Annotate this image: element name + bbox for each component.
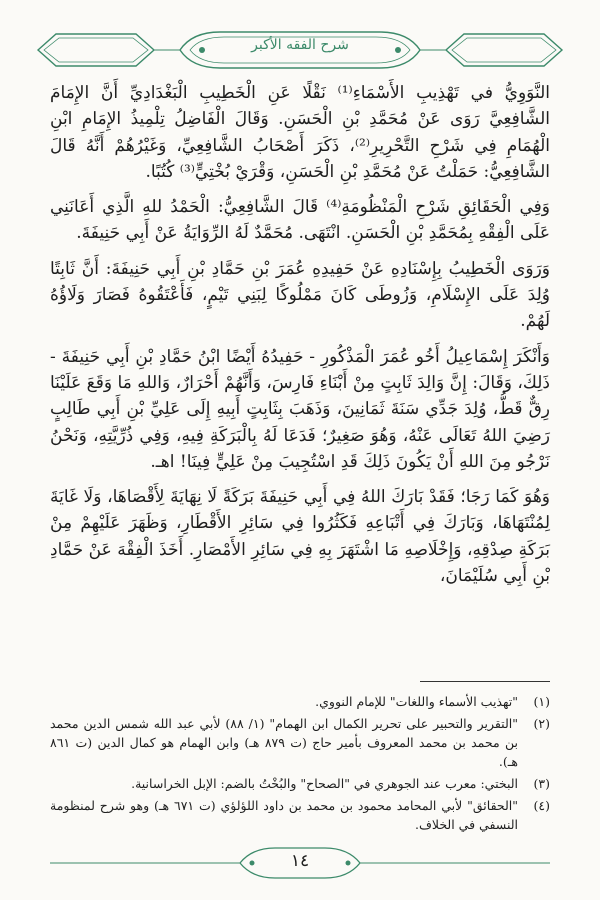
paragraph-1: النَّوَوِيُّ في تَهْذِيبِ الأَسْمَاءِ⁽¹⁾ نَقْلًا عَنِ الْخَطِيبِ الْبَغْدَادِيِّ أَنَّ الإِمَامَ الشَّافِعِيَّ رَوَى عَنْ مُحَمَّدِ بْنِ الْحَسَنِ. وَقَالَ الْفَاضِلُ تِلْمِيذُ الإِمَامِ ابْنِ الْهُمَامِ فِي شَرْحِ التَّحْرِيرِ⁽²⁾، ذَكَرَ أَصْحَابُ الشَّافِعِيِّ، وَغَيْرُهُمْ أَنَّهُ قَالَ الشَّافِعِيُّ: حَمَلْتُ عَنْ مُحَمَّدِ بْنِ الْحَسَنِ، وَقْرَيْ بُخْتِيٍّ⁽³⁾ كُتُبًا. [50, 83, 550, 182]
paragraph-5: وَهُوَ كَمَا رَجَا؛ فَقَدْ بَارَكَ اللهُ فِي أَبِي حَنِيفَةَ بَرَكَةً لَا نِهَايَةَ لِأَقْصَاهَا، وَلَا غَايَةَ لِمُنْتَهَاهَا، وَبَارَكَ فِي أَتْبَاعِهِ فَكَثُرُوا فِي سَائِرِ الأَقْطَارِ، وَظَهَرَ عَلَيْهِمْ مِنْ بَرَكَةِ صِدْقِهِ، وَإِخْلَاصِهِ مَا اشْتَهَرَ بِهِ فِي سَائِرِ الأَمْصَارِ. أَخَذَ الْفِقْهَ عَنْ حَمَّادِ بْنِ أَبِي سُلَيْمَانَ، [50, 487, 550, 587]
footnote-text: "التقرير والتحبير على تحرير الكمال ابن الهمام" (١/ ٨٨) لأبي عبد الله شمس الدين محمد بن محمد بن محمد المعروف بأمير حاج (ت ٨٧٩ هـ) وابن الهمام هو كمال الدين (ت ٨٦١ هـ). [50, 716, 518, 769]
footnotes [50, 692, 550, 837]
footnote-separator [420, 681, 550, 682]
main-text [50, 80, 550, 598]
paragraph-2: وَفِي الْحَقَائِقِ شَرْحِ الْمَنْظُومَةِ⁽⁴⁾ قَالَ الشَّافِعِيُّ: الْحَمْدُ للهِ الَّذِي أَعَانَنِي عَلَى الْفِقْهِ بِمُحَمَّدِ بْنِ الْحَسَنِ. انْتَهَى. مُحَمَّدٌ لَهُ الرِّوَايَةُ عَنْ أَبِي حَنِيفَةَ. [50, 197, 550, 244]
paragraph-3: وَرَوَى الْخَطِيبُ بِإِسْنَادِهِ عَنْ حَفِيدِهِ عُمَرَ بْنِ حَمَّادِ بْنِ أَبِي حَنِيفَةَ: أَنَّ ثَابِتًا وُلِدَ عَلَى الإِسْلَامِ، وَزُوطَى كَانَ مَمْلُوكًا لِبَنِي تَيْمٍ، فَأَعْتَقُوهُ فَصَارَ وَلَاؤُهُ لَهُمْ. [50, 258, 550, 332]
footnote-number: (٣) [533, 776, 550, 791]
footnote-number: (٤) [533, 798, 550, 813]
footnote [50, 692, 550, 711]
page-footer-ornament [30, 846, 570, 880]
footnote-number: (١) [533, 694, 550, 709]
page-header-ornament [30, 28, 570, 72]
footnote-number: (٢) [533, 716, 550, 731]
footnote [50, 774, 550, 793]
footnote-text: البختي: معرب عند الجوهري في "الصحاح" والبُخْتُ بالضم: الإبل الخراسانية. [131, 776, 518, 791]
page-number: ١٤ [290, 851, 310, 871]
footnote [50, 796, 550, 834]
footnote-text: "الحقائق" لأبي المحامد محمود بن محمد بن داود اللؤلؤي (ت ٦٧١ هـ) وهو شرح لمنظومة النسفي في الخلاف. [50, 798, 518, 832]
running-header-title: شرح الفقه الأكبر [251, 37, 349, 53]
paragraph-4: وَأَنْكَرَ إِسْمَاعِيلُ أَخُو عُمَرَ الْمَذْكُورِ - حَفِيدُهُ أَيْضًا ابْنُ حَمَّادِ بْنِ أَبِي حَنِيفَةَ - ذَلِكَ، وَقَالَ: إِنَّ وَالِدَ ثَابِتٍ مِنْ أَبْنَاءِ فَارِسَ، وَأَنَّهُمْ أَحْرَارٌ، وَاللهِ مَا وَقَعَ عَلَيْنَا رِقٌّ قَطُّ، وُلِدَ جَدِّي سَنَةَ ثَمَانِينَ، وَذَهَبَ بِثَابِتٍ أَبِيهِ إِلَى عَلِيِّ بْنِ أَبِي طَالِبٍ رَضِيَ اللهُ تَعَالَى عَنْهُ، وَهُوَ صَغِيرٌ؛ فَدَعَا لَهُ بِالْبَرَكَةِ فِيهِ، وَفِي ذُرِّيَّتِهِ، وَنَحْنُ نَرْجُو مِنَ اللهِ أَنْ يَكُونَ ذَلِكَ قَدِ اسْتُجِيبَ مِنْ عَلِيٍّ فِينَا! اهـ. [50, 346, 550, 472]
footnote [50, 714, 550, 771]
footnote-text: "تهذيب الأسماء واللغات" للإمام النووي. [315, 694, 518, 709]
